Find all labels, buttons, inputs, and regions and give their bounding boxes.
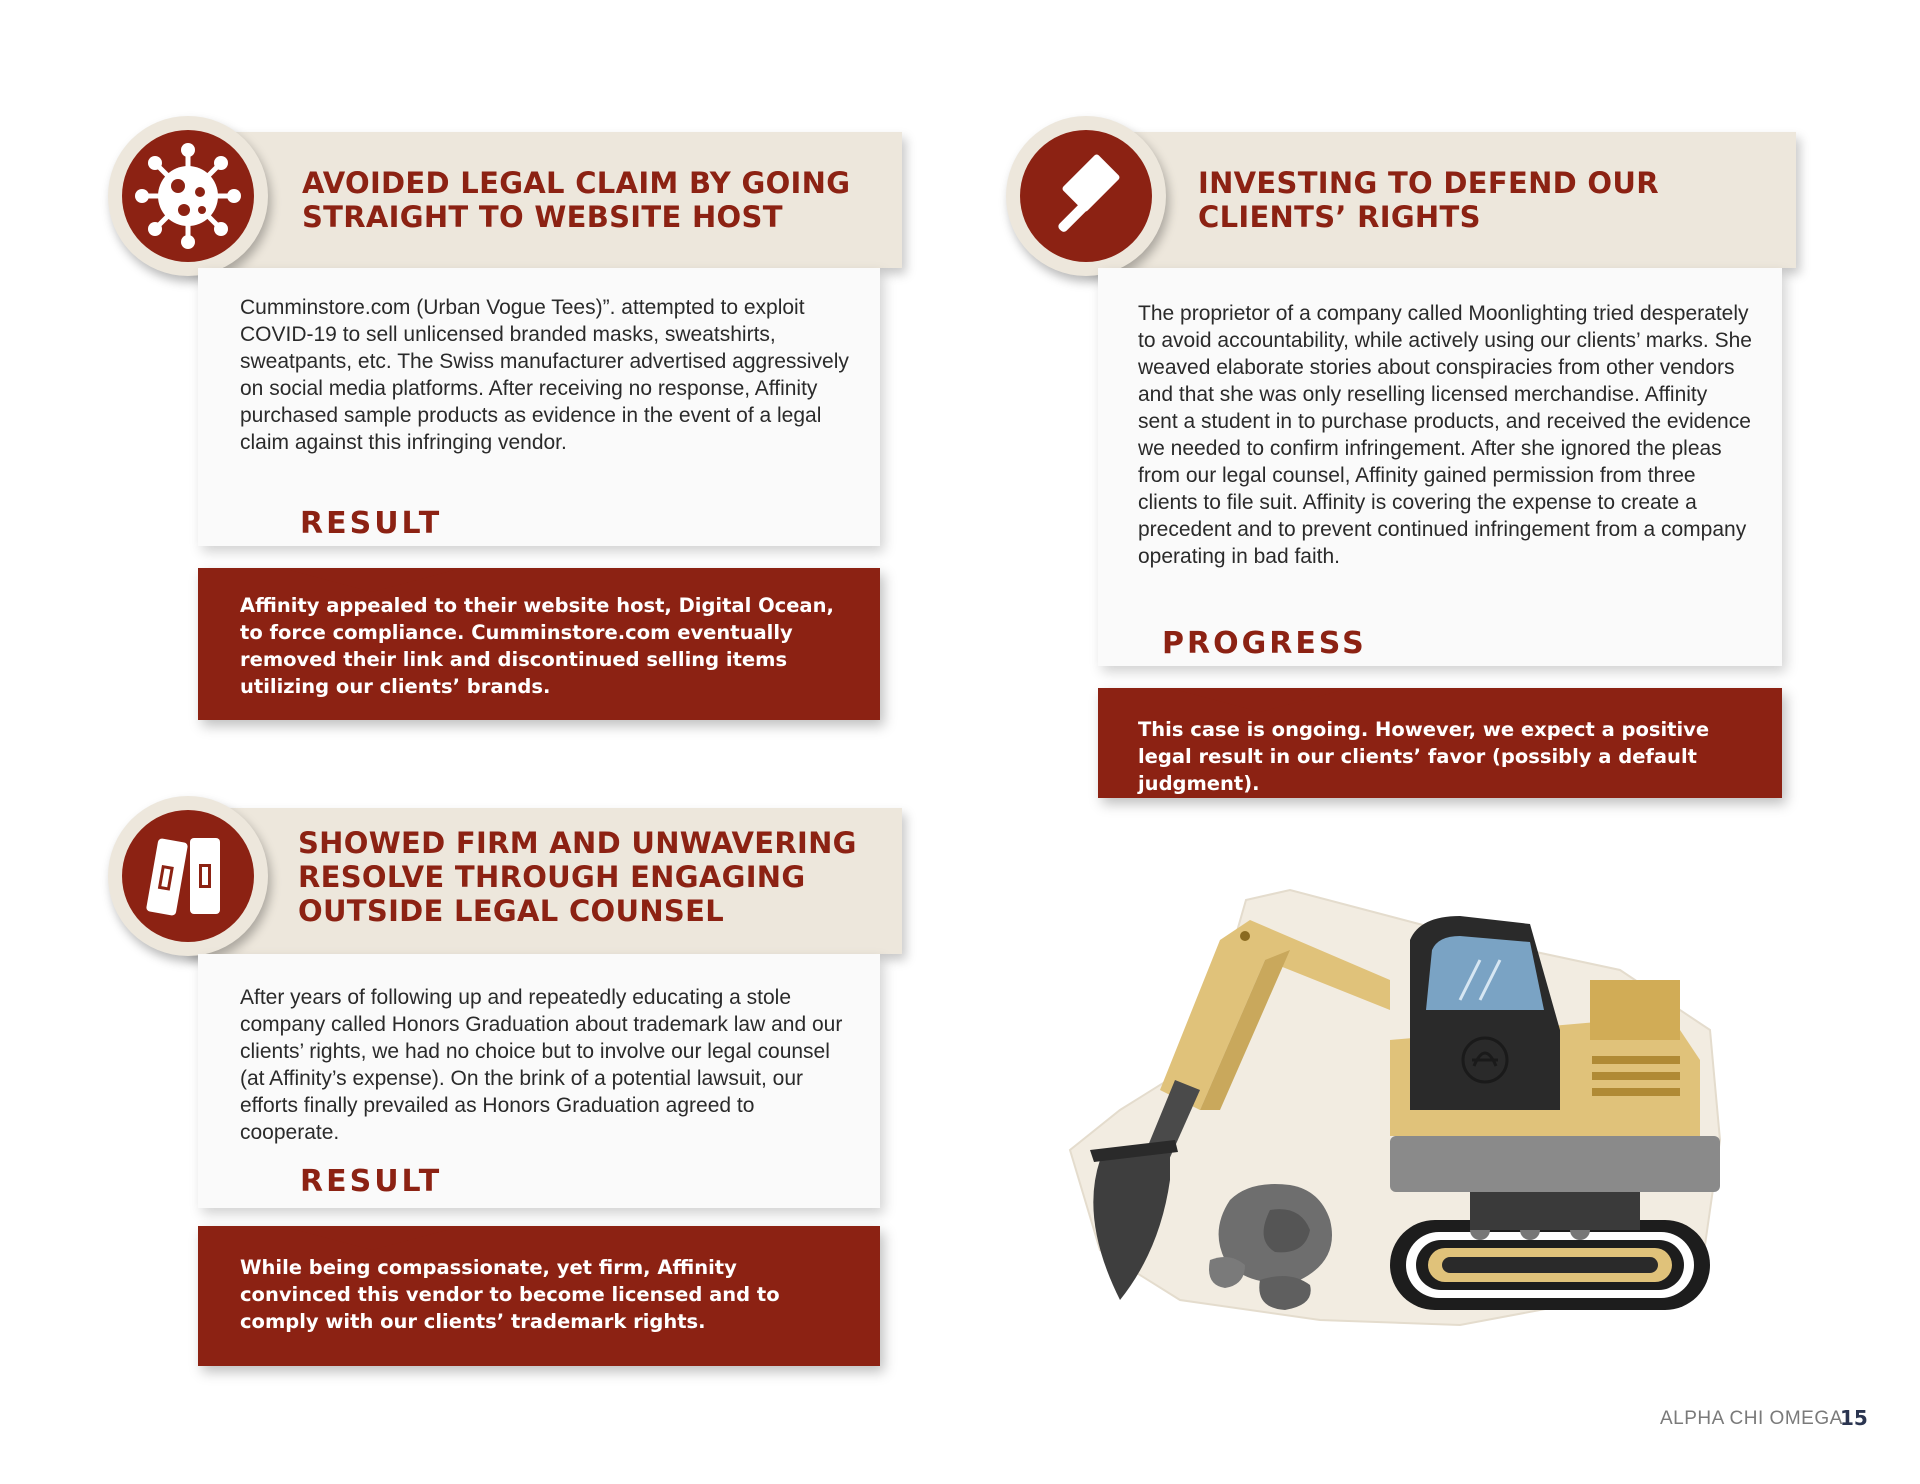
- card-title: AVOIDED LEGAL CLAIM BY GOING STRAIGHT TO WEBSITE HOST: [302, 166, 851, 234]
- card-header: [1086, 132, 1796, 268]
- card-header: [186, 808, 902, 954]
- card-body: [1098, 268, 1782, 666]
- icon-badge: [108, 796, 268, 956]
- card-title: SHOWED FIRM AND UNWAVERING RESOLVE THROUGH ENGAGING OUTSIDE LEGAL COUNSEL: [298, 826, 857, 928]
- footer-org: ALPHA CHI OMEGA: [1660, 1408, 1843, 1429]
- card-title: INVESTING TO DEFEND OUR CLIENTS’ RIGHTS: [1198, 166, 1659, 234]
- excavator-illustration: [1060, 880, 1740, 1340]
- card-body: [198, 268, 880, 546]
- result-text: While being compassionate, yet firm, Affinity convinced this vendor to become licensed and to comply with our clients’ trademark rights.: [240, 1256, 780, 1333]
- card-body-text: After years of following up and repeatedly educating a stole company called Honors Graduation about trademark law and our clients’ rights, we had no choice but to involve our legal counsel (at Affinity’s expense). On the brink of a potential lawsuit, our efforts finally prevailed as Honors Graduation agreed to cooperate.: [240, 986, 843, 1144]
- result-label: RESULT: [300, 1164, 443, 1199]
- icon-badge: [108, 116, 268, 276]
- card-header: [186, 132, 902, 268]
- result-label: RESULT: [300, 506, 443, 541]
- law-books-icon: [122, 810, 254, 942]
- page-number: 15: [1840, 1406, 1868, 1430]
- result-arrow: [282, 1226, 462, 1250]
- progress-label: PROGRESS: [1162, 626, 1367, 661]
- virus-icon: [122, 130, 254, 262]
- result-arrow: [1170, 688, 1350, 712]
- card-body-text: Cumminstore.com (Urban Vogue Tees)”. attempted to exploit COVID-19 to sell unlicensed branded masks, sweatshirts, sweatpants, etc. The Swiss manufacturer advertised aggressively on social media platforms. After receiving no response, Affinity purchased sample products as evidence in the event of a legal claim against this infringing vendor.: [240, 296, 849, 454]
- gavel-icon: [1020, 130, 1152, 262]
- card-body-text: The proprietor of a company called Moonlighting tried desperately to avoid accountability, while actively using our clients’ marks. She weaved elaborate stories about conspiracies from other vendors and that she was only reselling licensed merchandise. Affinity sent a student in to purchase products, and received the evidence we needed to confirm infringement. After she ignored the pleas from our legal counsel, Affinity gained permission from three clients to file suit. Affinity is covering the expense to create a precedent and to prevent continued infringement from a company operating in bad faith.: [1138, 302, 1752, 568]
- result-arrow: [282, 568, 462, 592]
- result-text: Affinity appealed to their website host, Digital Ocean, to force compliance. Cumminstore.com eventually removed their link and discontinued selling items utilizing our clients’ brands.: [240, 594, 834, 698]
- result-text: This case is ongoing. However, we expect a positive legal result in our clients’ favor (possibly a default judgment).: [1138, 718, 1710, 795]
- icon-badge: [1006, 116, 1166, 276]
